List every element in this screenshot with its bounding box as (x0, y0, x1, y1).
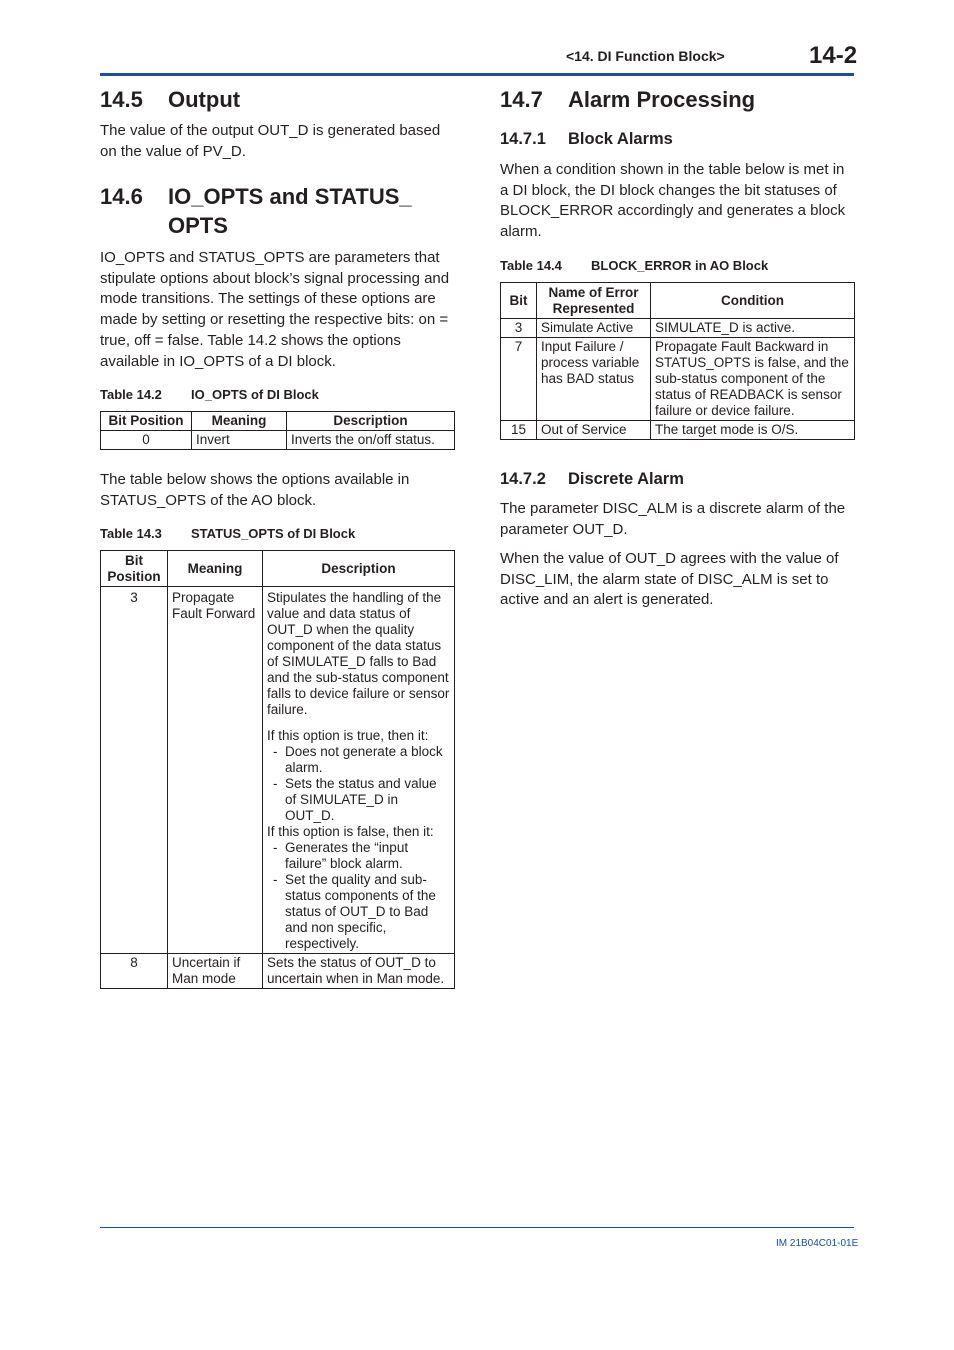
table-header-row (101, 551, 455, 587)
column-header: Bit Position (101, 412, 192, 431)
condition-cell: Propagate Fault Backward in STATUS_OPTS is false, and the sub-status component of the status of READBACK is sensor failure or device failure. (651, 338, 855, 421)
bit-cell: 3 (501, 319, 537, 338)
status-opts-table (100, 550, 455, 989)
false-condition-label: If this option is false, then it: (267, 824, 434, 839)
meaning-cell: Propagate Fault Forward (168, 587, 263, 954)
heading-14-5 (100, 85, 240, 114)
heading-number: 14.6 (100, 184, 143, 209)
bit-cell: 7 (501, 338, 537, 421)
description-cell: Sets the status of OUT_D to uncertain when in Man mode. (263, 954, 455, 989)
heading-number: 14.7.1 (500, 130, 546, 148)
column-header: Bit Position (101, 551, 168, 587)
condition-cell: The target mode is O/S. (651, 421, 855, 440)
error-name-cell: Input Failure / process variable has BAD status (537, 338, 651, 421)
column-header: Description (263, 551, 455, 587)
io-opts-table (100, 411, 455, 450)
output-paragraph: The value of the output OUT_D is generated based on the value of PV_D. (100, 122, 441, 160)
description-cell: Inverts the on/off status. (287, 431, 455, 450)
list-item: - Generates the “input failure” block alarm. (273, 840, 409, 871)
heading-number: 14.7.2 (500, 470, 546, 488)
table-14-2-caption: Table 14.2 IO_OPTS of DI Block (100, 387, 319, 402)
block-alarms-paragraph: When a condition shown in the table below is met in a DI block, the DI block changes the bit statuses of BLOCK_ERROR accordingly and generates a block alarm. (500, 161, 846, 241)
heading-text: IO_OPTS and STATUS_ OPTS (168, 184, 412, 238)
description-cell (263, 587, 455, 954)
column-header: Condition (651, 283, 855, 319)
column-header: Bit (501, 283, 537, 319)
document-id: IM 21B04C01-01E (776, 1238, 859, 1249)
column-header: Meaning (168, 551, 263, 587)
block-error-table (500, 282, 855, 440)
table-row (501, 421, 855, 440)
meaning-cell: Uncertain if Man mode (168, 954, 263, 989)
column-header: Description (287, 412, 455, 431)
error-name-cell: Simulate Active (537, 319, 651, 338)
table-row (101, 587, 455, 954)
discrete-alarm-paragraph-1: The parameter DISC_ALM is a discrete alarm of the parameter OUT_D. (500, 500, 846, 538)
table-row (501, 338, 855, 421)
bit-cell: 0 (101, 431, 192, 450)
footer-rule (100, 1227, 854, 1228)
table-row (501, 319, 855, 338)
header-rule (100, 73, 854, 76)
table-14-3-caption: Table 14.3 STATUS_OPTS of DI Block (100, 526, 356, 541)
table-row (101, 954, 455, 989)
condition-cell: SIMULATE_D is active. (651, 319, 855, 338)
heading-text: Output (168, 87, 241, 112)
heading-14-7-2 (500, 470, 684, 489)
page-number: 14-2 (809, 42, 858, 69)
heading-text: Discrete Alarm (568, 470, 684, 488)
bit-cell: 15 (501, 421, 537, 440)
heading-14-7 (500, 85, 755, 114)
running-header: <14. DI Function Block> (566, 48, 725, 64)
heading-number: 14.7 (500, 87, 543, 112)
table-14-4-caption: Table 14.4 BLOCK_ERROR in AO Block (500, 258, 769, 273)
io-opts-paragraph: IO_OPTS and STATUS_OPTS are parameters that stipulate options about block’s signal processing and mode transitions. The settings of these options are made by setting or resetting the respective bits: on = true, off = false. Table 14.2 shows the options available in IO_OPTS of a DI block. (100, 249, 450, 370)
table-header-row (501, 283, 855, 319)
table-row (101, 431, 455, 450)
bit-cell: 3 (101, 587, 168, 954)
error-name-cell: Out of Service (537, 421, 651, 440)
heading-text: Alarm Processing (568, 87, 756, 112)
column-header: Meaning (192, 412, 287, 431)
description-paragraph: Stipulates the handling of the value and data status of OUT_D when the quality component of the data status of SIMULATE_D falls to Bad and the sub-status component falls to device failure or sensor failure. (267, 590, 450, 717)
heading-text: Block Alarms (568, 130, 673, 148)
heading-14-7-1 (500, 130, 673, 149)
discrete-alarm-paragraph-2: When the value of OUT_D agrees with the value of DISC_LIM, the alarm state of DISC_ALM is set to active and an alert is generated. (500, 550, 839, 609)
list-item: - Sets the status and value of SIMULATE_D in OUT_D. (273, 776, 437, 823)
column-header: Name of Error Represented (537, 283, 651, 319)
bit-cell: 8 (101, 954, 168, 989)
meaning-cell: Invert (192, 431, 287, 450)
status-opts-intro: The table below shows the options available in STATUS_OPTS of the AO block. (100, 471, 410, 509)
list-item: - Does not generate a block alarm. (273, 744, 443, 775)
table-header-row (101, 412, 455, 431)
true-condition-label: If this option is true, then it: (267, 728, 429, 743)
list-item: - Set the quality and sub-status components of the status of OUT_D to Bad and non specific, respectively. (273, 872, 436, 951)
heading-14-6 (100, 182, 440, 240)
heading-number: 14.5 (100, 87, 143, 112)
